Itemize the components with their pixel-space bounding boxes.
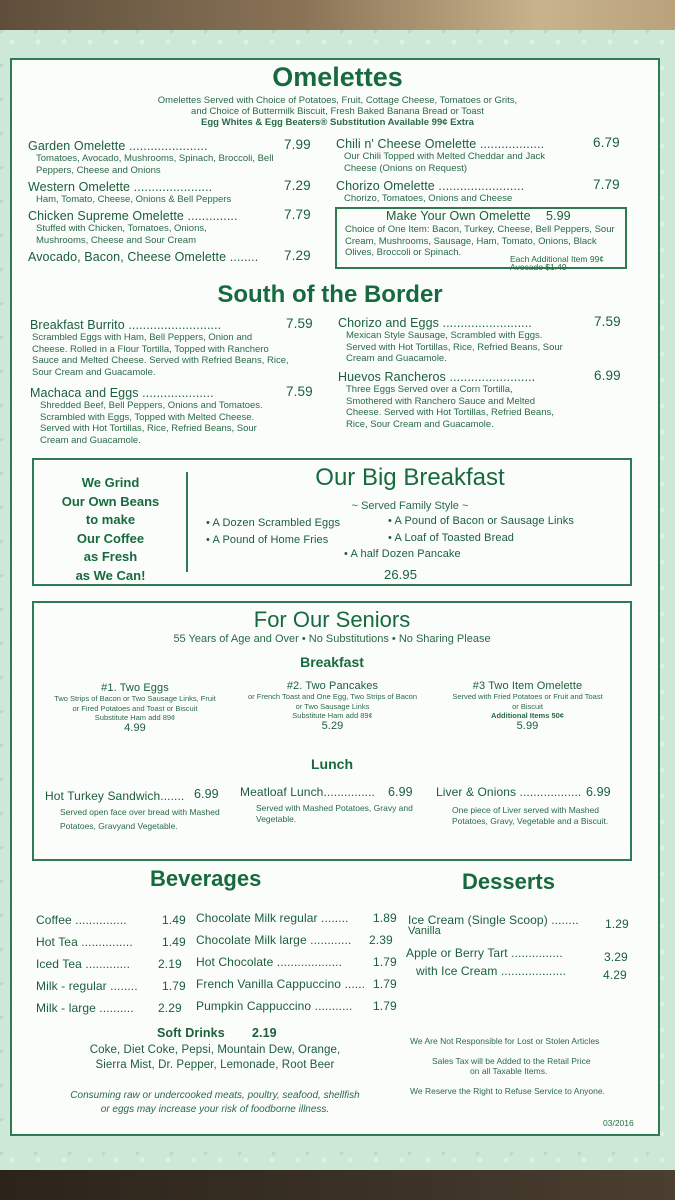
soft-drinks-list-2: Sierra Mist, Dr. Pepper, Lemonade, Root Beer xyxy=(95,1059,335,1071)
make-your-own-extra: Each Additional Item 99¢ xyxy=(510,254,605,264)
menu-item-price: 7.59 xyxy=(286,384,313,399)
food-warning-1: Consuming raw or undercooked meats, poultry, seafood, shellfish xyxy=(70,1090,360,1101)
senior-lunch-desc: One piece of Liver served with Mashed Potatoes, Gravy, Vegetable and a Biscuit. xyxy=(452,805,609,826)
senior-item-name: #1. Two Eggs xyxy=(101,682,169,694)
seniors-subtitle: 55 Years of Age and Over • No Substitutions • No Sharing Please xyxy=(173,633,491,645)
beverage-name: French Vanilla Cappuccino ...... xyxy=(196,977,366,991)
senior-item-desc: Served with Fried Potatoes or Fruit and Toast or Biscuit xyxy=(452,692,603,711)
senior-item-desc: or French Toast and One Egg, Two Strips of Bacon or Two Sausage Links xyxy=(248,692,417,711)
menu-item-name: Avocado, Bacon, Cheese Omelette ........ xyxy=(28,250,259,264)
beverage-price: 1.79 xyxy=(373,977,397,991)
senior-item-extra: Substitute Ham add 89¢ xyxy=(94,713,176,722)
grind-line: to make xyxy=(85,512,136,527)
menu-item-name: Chorizo Omelette ........................ xyxy=(336,179,525,193)
grind-message xyxy=(38,474,183,585)
senior-breakfast-item xyxy=(50,682,220,734)
senior-item-extra: Substitute Ham add 89¢ xyxy=(292,711,373,720)
grind-line: as We Can! xyxy=(75,567,146,583)
beverage-name: Coffee ............... xyxy=(36,913,127,927)
big-breakfast-title: Our Big Breakfast xyxy=(315,464,505,491)
menu-item-desc: Tomatoes, Avocado, Mushrooms, Spinach, Broccoli, Bell Peppers, Cheese and Onions xyxy=(36,153,274,176)
beverage-name: Iced Tea ............. xyxy=(36,957,131,971)
desserts-title: Desserts xyxy=(462,869,555,894)
beverage-price: 2.29 xyxy=(158,1001,182,1015)
omelettes-title: Omelettes xyxy=(272,62,403,92)
make-your-own-avocado: Avocado $1.49 xyxy=(510,262,567,272)
senior-item-price: 5.29 xyxy=(321,719,344,732)
senior-lunch-price: 6.99 xyxy=(388,785,413,799)
dessert-price: 3.29 xyxy=(604,950,628,964)
big-breakfast-item: • A half Dozen Pancake xyxy=(344,548,461,560)
seniors-breakfast-title: Breakfast xyxy=(300,654,364,670)
big-breakfast-item: • A Pound of Home Fries xyxy=(206,534,329,546)
seniors-title: For Our Seniors xyxy=(253,607,411,632)
menu-item-desc: Our Chili Topped with Melted Cheddar and Jack Cheese (Onions on Request) xyxy=(344,151,546,174)
beverage-price: 2.19 xyxy=(158,957,182,971)
beverage-name: Milk - regular ........ xyxy=(36,979,138,993)
seniors-lunch-title: Lunch xyxy=(311,756,353,772)
menu-item-name: Chorizo and Eggs ......................... xyxy=(338,316,532,330)
dessert-price: 1.29 xyxy=(605,917,629,931)
notice-sales-tax: Sales Tax will be Added to the Retail Price xyxy=(432,1056,591,1066)
omelettes-intro-3: Egg Whites & Egg Beaters® Substitution Available 99¢ Extra xyxy=(201,117,474,128)
menu-item-name: Machaca and Eggs .................... xyxy=(30,386,214,400)
menu-item-price: 7.79 xyxy=(284,207,311,222)
big-breakfast-item: • A Pound of Bacon or Sausage Links xyxy=(388,515,574,527)
beverage-name: Hot Chocolate ................... xyxy=(196,955,343,969)
grind-line: as Fresh xyxy=(83,549,138,564)
senior-breakfast-item xyxy=(245,680,420,732)
beverage-price: 1.89 xyxy=(373,911,397,925)
soft-drinks-list-1: Coke, Diet Coke, Pepsi, Mountain Dew, Orange, xyxy=(89,1044,341,1056)
menu-item-price: 7.59 xyxy=(594,314,621,329)
south-title: South of the Border xyxy=(217,281,443,308)
menu-item-price: 7.29 xyxy=(284,178,311,193)
senior-item-price: 5.99 xyxy=(516,719,539,732)
menu-item-price: 7.29 xyxy=(284,248,311,263)
grind-line: Our Own Beans xyxy=(61,493,160,509)
beverage-price: 1.49 xyxy=(162,935,186,949)
omelettes-intro-2: and Choice of Buttermilk Biscuit, Fresh Baked Banana Bread or Toast xyxy=(191,106,484,117)
beverages-title: Beverages xyxy=(150,866,262,891)
menu-item-price: 7.59 xyxy=(286,316,313,331)
beverage-price: 1.79 xyxy=(373,999,397,1013)
senior-item-desc: Two Strips of Bacon or Two Sausage Links, Fruit or Fired Potatoes and Toast or Biscuit xyxy=(54,694,216,713)
dessert-name: Apple or Berry Tart ............... xyxy=(406,946,563,960)
menu-item-desc: Three Eggs Served over a Corn Tortilla, Smothered with Ranchero Sauce and Melted Cheese. Served with Hot Tortillas, Refried Beans, Rice, Sour Cream and Guacamole. xyxy=(346,384,554,430)
menu-date: 03/2016 xyxy=(603,1118,634,1128)
menu-item-name: Chili n' Cheese Omelette .................. xyxy=(336,137,545,151)
beverage-name: Milk - large .......... xyxy=(36,1001,134,1015)
grind-line: Our Coffee xyxy=(76,530,145,546)
beverage-price: 1.79 xyxy=(162,979,186,993)
menu-item-price: 7.79 xyxy=(593,177,620,192)
make-your-own-desc: Choice of One Item: Bacon, Turkey, Cheese, Bell Peppers, Sour Cream, Mushrooms, Sausage, Ham, Tomato, Onions, Black Olives, Broccoli or Spinach. xyxy=(345,224,615,258)
menu-item-desc: Scrambled Eggs with Ham, Bell Peppers, Onion and Cheese. Rolled in a Flour Tortilla, Topped with Ranchero Sauce and Melted Cheese. Served with Refried Beans, Rice, Sour Cream and Guacamole. xyxy=(32,332,289,378)
beverage-name: Pumpkin Cappuccino ........... xyxy=(196,999,353,1013)
beverage-price: 1.79 xyxy=(373,955,397,969)
senior-lunch-desc: Served with Mashed Potatoes, Gravy and Vegetable. xyxy=(256,803,413,824)
food-warning-2: or eggs may increase your risk of foodborne illness. xyxy=(100,1104,330,1115)
make-your-own-title: Make Your Own Omelette xyxy=(386,209,531,223)
senior-lunch-name: Meatloaf Lunch............... xyxy=(240,785,375,799)
menu-item-desc: Mexican Style Sausage, Scrambled with Eggs. Served with Hot Tortillas, Rice, Refried Beans, Sour Cream and Guacamole. xyxy=(346,330,563,364)
big-breakfast-subtitle: ~ Served Family Style ~ xyxy=(351,500,469,512)
senior-item-name: #2. Two Pancakes xyxy=(286,680,379,692)
menu-item-desc: Chorizo, Tomatoes, Onions and Cheese xyxy=(344,193,513,204)
beverage-name: Chocolate Milk regular ........ xyxy=(196,911,349,925)
notice-taxable-items: on all Taxable Items. xyxy=(470,1066,548,1076)
senior-lunch-desc: Served open face over bread with Mashed Potatoes, Gravyand Vegetable. xyxy=(60,807,220,831)
menu-item-name: Huevos Rancheros ........................ xyxy=(338,370,536,384)
senior-lunch-price: 6.99 xyxy=(194,787,219,801)
dessert-sub: Vanilla xyxy=(408,925,441,937)
menu-item-price: 7.99 xyxy=(284,137,311,152)
senior-item-name: #3 Two Item Omelette xyxy=(472,680,583,692)
senior-item-extra: Additional Items 50¢ xyxy=(491,711,564,720)
soft-drinks-price: 2.19 xyxy=(252,1026,277,1040)
beverage-name: Chocolate Milk large ............ xyxy=(196,933,352,947)
notice-lost-articles: We Are Not Responsible for Lost or Stolen Articles xyxy=(410,1036,600,1046)
dessert-name: Ice Cream (Single Scoop) ........ xyxy=(408,913,579,927)
beverage-price: 1.49 xyxy=(162,913,186,927)
menu-item-desc: Ham, Tomato, Cheese, Onions & Bell Peppers xyxy=(36,194,232,205)
big-breakfast-item: • A Loaf of Toasted Bread xyxy=(388,532,515,544)
big-breakfast-item: • A Dozen Scrambled Eggs xyxy=(206,517,341,529)
dessert-price: 4.29 xyxy=(603,968,627,982)
soft-drinks-title: Soft Drinks xyxy=(157,1026,225,1040)
beverage-name: Hot Tea ............... xyxy=(36,935,133,949)
box-divider xyxy=(186,472,188,572)
menu-item-price: 6.99 xyxy=(594,368,621,383)
notice-refuse-service: We Reserve the Right to Refuse Service to Anyone. xyxy=(410,1086,605,1096)
menu-item-name: Chicken Supreme Omelette .............. xyxy=(28,209,238,223)
menu-item-name: Breakfast Burrito .......................... xyxy=(30,318,222,332)
grind-line: We Grind xyxy=(81,475,140,490)
dessert-name: with Ice Cream ................... xyxy=(416,964,567,978)
menu-item-desc: Shredded Beef, Bell Peppers, Onions and Tomatoes. Scrambled with Eggs, Topped with Melted Cheese. Served with Hot Tortillas, Rice, Refried Beans, Sour Cream and Guacamole. xyxy=(40,400,263,446)
menu-item-name: Garden Omelette ...................... xyxy=(28,139,208,153)
beverage-price: 2.39 xyxy=(369,933,393,947)
menu-item-desc: Stuffed with Chicken, Tomatoes, Onions, Mushrooms, Cheese and Sour Cream xyxy=(36,223,207,246)
menu-item-name: Western Omelette ...................... xyxy=(28,180,213,194)
senior-lunch-name: Hot Turkey Sandwich....... xyxy=(45,789,185,803)
senior-lunch-name: Liver & Onions .................. xyxy=(436,785,582,799)
senior-lunch-price: 6.99 xyxy=(586,785,611,799)
make-your-own-price: 5.99 xyxy=(546,209,571,223)
menu-item-price: 6.79 xyxy=(593,135,620,150)
senior-breakfast-item xyxy=(450,680,605,732)
omelettes-intro-1: Omelettes Served with Choice of Potatoes, Fruit, Cottage Cheese, Tomatoes or Grits, xyxy=(157,95,518,106)
senior-item-price: 4.99 xyxy=(124,721,146,734)
big-breakfast-price: 26.95 xyxy=(384,567,418,582)
